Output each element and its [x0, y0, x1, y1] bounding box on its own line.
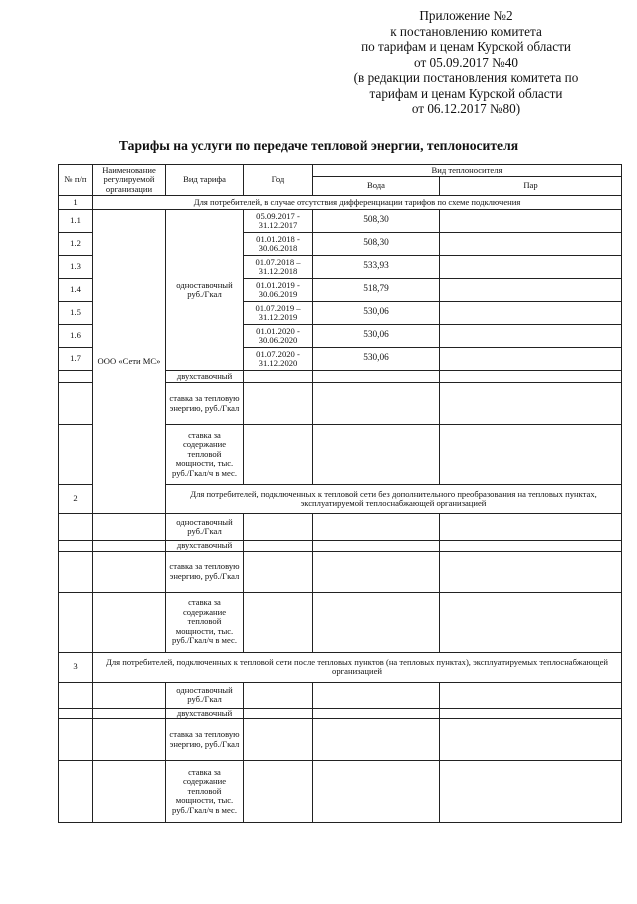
tariff-type: ставка за тепловую энергию, руб./Гкал [166, 383, 244, 425]
row-num: 1.3 [59, 256, 93, 279]
empty-cell [93, 551, 166, 592]
steam-value [440, 348, 622, 371]
empty-cell [313, 541, 440, 552]
empty-cell [244, 371, 313, 383]
header-carrier: Вид теплоносителя [313, 165, 622, 177]
empty-cell [440, 425, 622, 485]
empty-cell [440, 719, 622, 761]
tariff-type: ставка за содержание тепловой мощности, тыс. руб./Гкал/ч в мес. [166, 425, 244, 485]
row-num: 1.7 [59, 348, 93, 371]
water-value: 530,06 [313, 348, 440, 371]
empty-cell [59, 719, 93, 761]
row-num: 1.1 [59, 210, 93, 233]
tariff-type: одноставочный руб./Гкал [166, 514, 244, 541]
tariff-type: ставка за тепловую энергию, руб./Гкал [166, 719, 244, 761]
appendix-ref: к постановлению комитета [390, 23, 542, 39]
water-value: 508,30 [313, 210, 440, 233]
empty-cell [313, 551, 440, 592]
empty-cell [59, 514, 93, 541]
tariff-type: ставка за тепловую энергию, руб./Гкал [166, 551, 244, 592]
empty-cell [440, 541, 622, 552]
empty-cell [244, 592, 313, 652]
section-num: 2 [59, 485, 93, 514]
organization-name: ООО «Сети МС» [93, 210, 166, 514]
appendix-header [316, 8, 616, 117]
empty-cell [313, 682, 440, 708]
section-title: Для потребителей, в случае отсутствия дифференциации тарифов по схеме подключения [93, 196, 622, 210]
header-steam: Пар [440, 177, 622, 196]
empty-cell [59, 425, 93, 485]
empty-cell [244, 719, 313, 761]
appendix-date: от 05.09.2017 №40 [414, 54, 518, 70]
tariff-table [58, 164, 622, 823]
row-num: 1.5 [59, 302, 93, 325]
empty-cell [59, 551, 93, 592]
empty-cell [313, 592, 440, 652]
empty-cell [93, 719, 166, 761]
water-value: 518,79 [313, 279, 440, 302]
water-value: 508,30 [313, 233, 440, 256]
section-title: Для потребителей, подключенных к тепловой сети без дополнительного преобразования на тепловых пунктах, эксплуатируемой теплоснабжающей организацией [166, 485, 622, 514]
empty-cell [93, 541, 166, 552]
empty-cell [244, 551, 313, 592]
empty-cell [244, 425, 313, 485]
period: 01.07.2018 – 31.12.2018 [244, 256, 313, 279]
empty-cell [440, 708, 622, 719]
empty-cell [244, 761, 313, 823]
empty-cell [440, 514, 622, 541]
empty-cell [440, 682, 622, 708]
empty-cell [244, 514, 313, 541]
empty-cell [244, 383, 313, 425]
tariff-type: ставка за содержание тепловой мощности, тыс. руб./Гкал/ч в мес. [166, 592, 244, 652]
empty-cell [59, 592, 93, 652]
document-title: Тарифы на услуги по передаче тепловой энергии, теплоносителя [118, 138, 519, 153]
section-num: 1 [59, 196, 93, 210]
tariff-type: двухставочный [166, 708, 244, 719]
empty-cell [313, 425, 440, 485]
empty-cell [93, 592, 166, 652]
appendix-number: Приложение №2 [419, 8, 513, 23]
tariff-type: двухставочный [166, 541, 244, 552]
section-num: 3 [59, 652, 93, 682]
water-value: 530,06 [313, 302, 440, 325]
empty-cell [59, 682, 93, 708]
empty-cell [244, 708, 313, 719]
tariff-type: одноставочный руб./Гкал [166, 210, 244, 371]
empty-cell [59, 761, 93, 823]
empty-cell [313, 371, 440, 383]
period: 05.09.2017 - 31.12.2017 [244, 210, 313, 233]
header-org: Наименование регулируемой организации [93, 165, 166, 196]
header-water: Вода [313, 177, 440, 196]
empty-cell [59, 708, 93, 719]
empty-cell [440, 761, 622, 823]
appendix-edition-authority: тарифам и ценам Курской области [369, 85, 563, 101]
steam-value [440, 233, 622, 256]
period: 01.07.2019 – 31.12.2019 [244, 302, 313, 325]
period: 01.01.2018 - 30.06.2018 [244, 233, 313, 256]
empty-cell [440, 371, 622, 383]
appendix-edition: (в редакции постановления комитета по [353, 70, 579, 85]
row-num: 1.4 [59, 279, 93, 302]
empty-cell [440, 592, 622, 652]
period: 01.01.2019 - 30.06.2019 [244, 279, 313, 302]
empty-cell [313, 719, 440, 761]
empty-cell [313, 708, 440, 719]
steam-value [440, 210, 622, 233]
empty-cell [244, 541, 313, 552]
row-num: 1.2 [59, 233, 93, 256]
empty-cell [440, 383, 622, 425]
section-title: Для потребителей, подключенных к тепловой сети после тепловых пунктов (на тепловых пунктах), эксплуатируемых теплоснабжающей организацией [93, 652, 622, 682]
steam-value [440, 325, 622, 348]
empty-cell [59, 541, 93, 552]
period: 01.07.2020 - 31.12.2020 [244, 348, 313, 371]
water-value: 530,06 [313, 325, 440, 348]
empty-cell [93, 682, 166, 708]
tariff-type: одноставочный руб./Гкал [166, 682, 244, 708]
period: 01.01.2020 - 30.06.2020 [244, 325, 313, 348]
header-tariff: Вид тарифа [166, 165, 244, 196]
empty-cell [313, 383, 440, 425]
empty-cell [93, 708, 166, 719]
empty-cell [59, 383, 93, 425]
tariff-type: двухставочный [166, 371, 244, 383]
appendix-authority: по тарифам и ценам Курской области [361, 39, 571, 54]
empty-cell [59, 371, 93, 383]
empty-cell [313, 514, 440, 541]
tariff-type: ставка за содержание тепловой мощности, тыс. руб./Гкал/ч в мес. [166, 761, 244, 823]
header-num: № п/п [59, 165, 93, 196]
header-year: Год [244, 165, 313, 196]
empty-cell [244, 682, 313, 708]
empty-cell [93, 514, 166, 541]
steam-value [440, 302, 622, 325]
steam-value [440, 256, 622, 279]
empty-cell [93, 761, 166, 823]
appendix-edition-date: от 06.12.2017 №80) [411, 101, 521, 116]
steam-value [440, 279, 622, 302]
empty-cell [440, 551, 622, 592]
water-value: 533,93 [313, 256, 440, 279]
row-num: 1.6 [59, 325, 93, 348]
empty-cell [313, 761, 440, 823]
